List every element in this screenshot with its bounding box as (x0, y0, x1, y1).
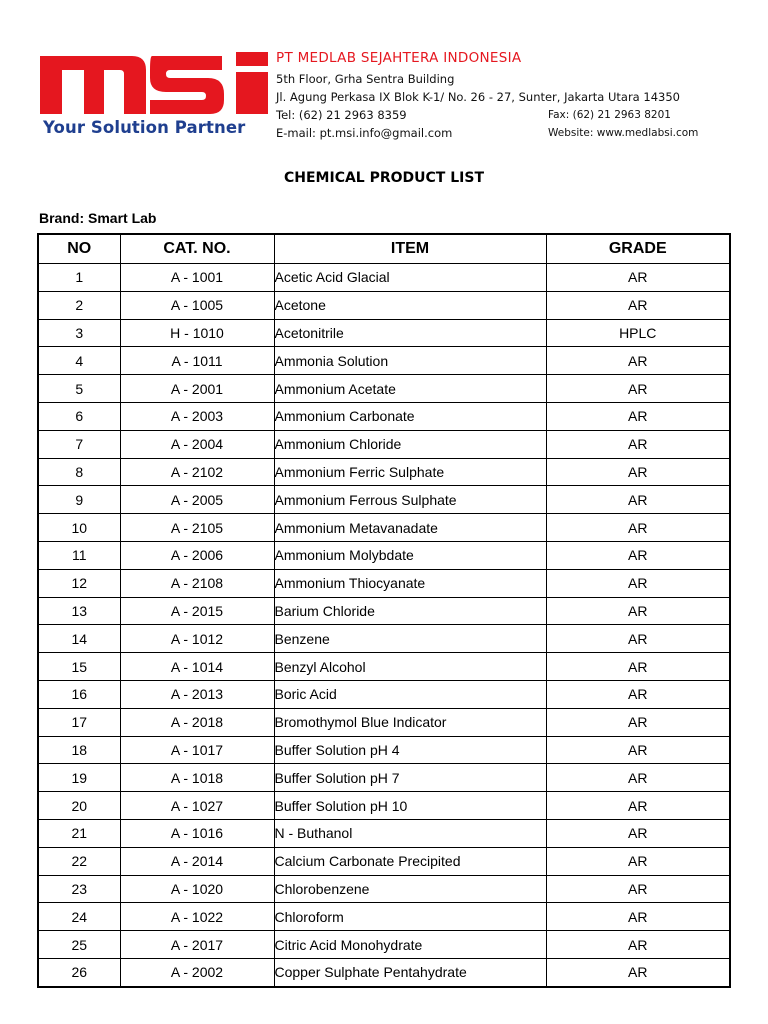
item-name-cell: Boric Acid (274, 680, 546, 708)
grade-cell: AR (546, 736, 730, 764)
email-address: E-mail: pt.msi.info@gmail.com (276, 126, 453, 140)
item-name-cell: Ammonium Carbonate (274, 402, 546, 430)
catalog-number-cell: A - 1012 (120, 625, 274, 653)
item-name-cell: Acetone (274, 291, 546, 319)
item-name-cell: Chloroform (274, 903, 546, 931)
item-name-cell: Bromothymol Blue Indicator (274, 708, 546, 736)
grade-cell: AR (546, 541, 730, 569)
grade-cell: AR (546, 569, 730, 597)
grade-cell: AR (546, 291, 730, 319)
item-name-cell: Chlorobenzene (274, 875, 546, 903)
table-row (38, 680, 730, 708)
contact-line-phone (276, 106, 756, 124)
grade-cell: AR (546, 597, 730, 625)
grade-cell: HPLC (546, 319, 730, 347)
table-row (38, 903, 730, 931)
msi-logo-icon (40, 52, 268, 114)
tel-number: Tel: (62) 21 2963 8359 (276, 108, 407, 122)
company-info (276, 50, 756, 142)
row-number-cell: 12 (38, 569, 120, 597)
row-number-cell: 22 (38, 847, 120, 875)
column-header-cat-no: CAT. NO. (120, 234, 274, 264)
table-row (38, 347, 730, 375)
catalog-number-cell: A - 2006 (120, 541, 274, 569)
item-name-cell: Ammonium Ferrous Sulphate (274, 486, 546, 514)
item-name-cell: Buffer Solution pH 10 (274, 792, 546, 820)
item-name-cell: N - Buthanol (274, 819, 546, 847)
brand-label: Brand: Smart Lab (39, 210, 157, 226)
fax-number: Fax: (62) 21 2963 8201 (548, 109, 671, 121)
website-url: Website: www.medlabsi.com (548, 127, 699, 139)
item-name-cell: Ammonium Metavanadate (274, 514, 546, 542)
grade-cell: AR (546, 680, 730, 708)
table-row (38, 291, 730, 319)
row-number-cell: 24 (38, 903, 120, 931)
row-number-cell: 4 (38, 347, 120, 375)
tagline: Your Solution Partner (43, 118, 246, 137)
product-table (37, 233, 731, 988)
item-name-cell: Ammonium Acetate (274, 375, 546, 403)
item-name-cell: Acetic Acid Glacial (274, 264, 546, 292)
grade-cell: AR (546, 625, 730, 653)
item-name-cell: Ammonium Ferric Sulphate (274, 458, 546, 486)
grade-cell: AR (546, 792, 730, 820)
catalog-number-cell: H - 1010 (120, 319, 274, 347)
catalog-number-cell: A - 2017 (120, 931, 274, 959)
catalog-number-cell: A - 2108 (120, 569, 274, 597)
item-name-cell: Buffer Solution pH 4 (274, 736, 546, 764)
catalog-number-cell: A - 1020 (120, 875, 274, 903)
row-number-cell: 21 (38, 819, 120, 847)
catalog-number-cell: A - 2004 (120, 430, 274, 458)
grade-cell: AR (546, 486, 730, 514)
letterhead (0, 0, 768, 150)
row-number-cell: 18 (38, 736, 120, 764)
catalog-number-cell: A - 2014 (120, 847, 274, 875)
table-row (38, 402, 730, 430)
grade-cell: AR (546, 402, 730, 430)
catalog-number-cell: A - 2102 (120, 458, 274, 486)
item-name-cell: Ammonium Chloride (274, 430, 546, 458)
catalog-number-cell: A - 1016 (120, 819, 274, 847)
table-row (38, 486, 730, 514)
catalog-number-cell: A - 1022 (120, 903, 274, 931)
item-name-cell: Acetonitrile (274, 319, 546, 347)
row-number-cell: 3 (38, 319, 120, 347)
row-number-cell: 13 (38, 597, 120, 625)
catalog-number-cell: A - 2013 (120, 680, 274, 708)
table-row (38, 931, 730, 959)
grade-cell: AR (546, 375, 730, 403)
grade-cell: AR (546, 430, 730, 458)
table-row (38, 708, 730, 736)
grade-cell: AR (546, 347, 730, 375)
catalog-number-cell: A - 1005 (120, 291, 274, 319)
column-header-item: ITEM (274, 234, 546, 264)
catalog-number-cell: A - 2003 (120, 402, 274, 430)
catalog-number-cell: A - 2015 (120, 597, 274, 625)
catalog-number-cell: A - 1027 (120, 792, 274, 820)
grade-cell: AR (546, 653, 730, 681)
company-logo (40, 52, 270, 142)
item-name-cell: Barium Chloride (274, 597, 546, 625)
row-number-cell: 10 (38, 514, 120, 542)
document-title: CHEMICAL PRODUCT LIST (284, 170, 484, 186)
row-number-cell: 19 (38, 764, 120, 792)
row-number-cell: 23 (38, 875, 120, 903)
row-number-cell: 14 (38, 625, 120, 653)
catalog-number-cell: A - 1011 (120, 347, 274, 375)
table-row (38, 764, 730, 792)
table-row (38, 653, 730, 681)
grade-cell: AR (546, 819, 730, 847)
row-number-cell: 1 (38, 264, 120, 292)
table-row (38, 514, 730, 542)
row-number-cell: 11 (38, 541, 120, 569)
product-rows (38, 264, 730, 987)
table-row (38, 375, 730, 403)
row-number-cell: 25 (38, 931, 120, 959)
item-name-cell: Ammonium Thiocyanate (274, 569, 546, 597)
grade-cell: AR (546, 458, 730, 486)
table-row (38, 625, 730, 653)
catalog-number-cell: A - 1017 (120, 736, 274, 764)
item-name-cell: Ammonium Molybdate (274, 541, 546, 569)
table-row (38, 319, 730, 347)
row-number-cell: 8 (38, 458, 120, 486)
catalog-number-cell: A - 2105 (120, 514, 274, 542)
catalog-number-cell: A - 1014 (120, 653, 274, 681)
catalog-number-cell: A - 2001 (120, 375, 274, 403)
row-number-cell: 17 (38, 708, 120, 736)
row-number-cell: 26 (38, 958, 120, 986)
contact-line-web (276, 124, 756, 142)
grade-cell: AR (546, 514, 730, 542)
table-row (38, 264, 730, 292)
catalog-number-cell: A - 1001 (120, 264, 274, 292)
catalog-number-cell: A - 1018 (120, 764, 274, 792)
table-row (38, 458, 730, 486)
column-header-grade: GRADE (546, 234, 730, 264)
item-name-cell: Ammonia Solution (274, 347, 546, 375)
grade-cell: AR (546, 875, 730, 903)
grade-cell: AR (546, 903, 730, 931)
grade-cell: AR (546, 264, 730, 292)
catalog-number-cell: A - 2018 (120, 708, 274, 736)
grade-cell: AR (546, 847, 730, 875)
row-number-cell: 6 (38, 402, 120, 430)
table-row (38, 792, 730, 820)
table-row (38, 541, 730, 569)
company-name: PT MEDLAB SEJAHTERA INDONESIA (276, 50, 522, 66)
grade-cell: AR (546, 764, 730, 792)
table-row (38, 736, 730, 764)
catalog-number-cell: A - 2005 (120, 486, 274, 514)
table-row (38, 430, 730, 458)
row-number-cell: 7 (38, 430, 120, 458)
table-row (38, 819, 730, 847)
item-name-cell: Benzyl Alcohol (274, 653, 546, 681)
column-header-no: NO (38, 234, 120, 264)
address-line-1: 5th Floor, Grha Sentra Building (276, 72, 455, 86)
catalog-number-cell: A - 2002 (120, 958, 274, 986)
item-name-cell: Calcium Carbonate Precipited (274, 847, 546, 875)
row-number-cell: 20 (38, 792, 120, 820)
row-number-cell: 9 (38, 486, 120, 514)
item-name-cell: Buffer Solution pH 7 (274, 764, 546, 792)
item-name-cell: Benzene (274, 625, 546, 653)
address-line-2: Jl. Agung Perkasa IX Blok K-1/ No. 26 - 27, Sunter, Jakarta Utara 14350 (276, 90, 680, 104)
table-header-row (38, 234, 730, 264)
row-number-cell: 15 (38, 653, 120, 681)
table-row (38, 847, 730, 875)
row-number-cell: 5 (38, 375, 120, 403)
grade-cell: AR (546, 958, 730, 986)
table-row (38, 958, 730, 986)
grade-cell: AR (546, 931, 730, 959)
row-number-cell: 16 (38, 680, 120, 708)
table-row (38, 597, 730, 625)
grade-cell: AR (546, 708, 730, 736)
item-name-cell: Copper Sulphate Pentahydrate (274, 958, 546, 986)
table-row (38, 875, 730, 903)
row-number-cell: 2 (38, 291, 120, 319)
item-name-cell: Citric Acid Monohydrate (274, 931, 546, 959)
table-row (38, 569, 730, 597)
